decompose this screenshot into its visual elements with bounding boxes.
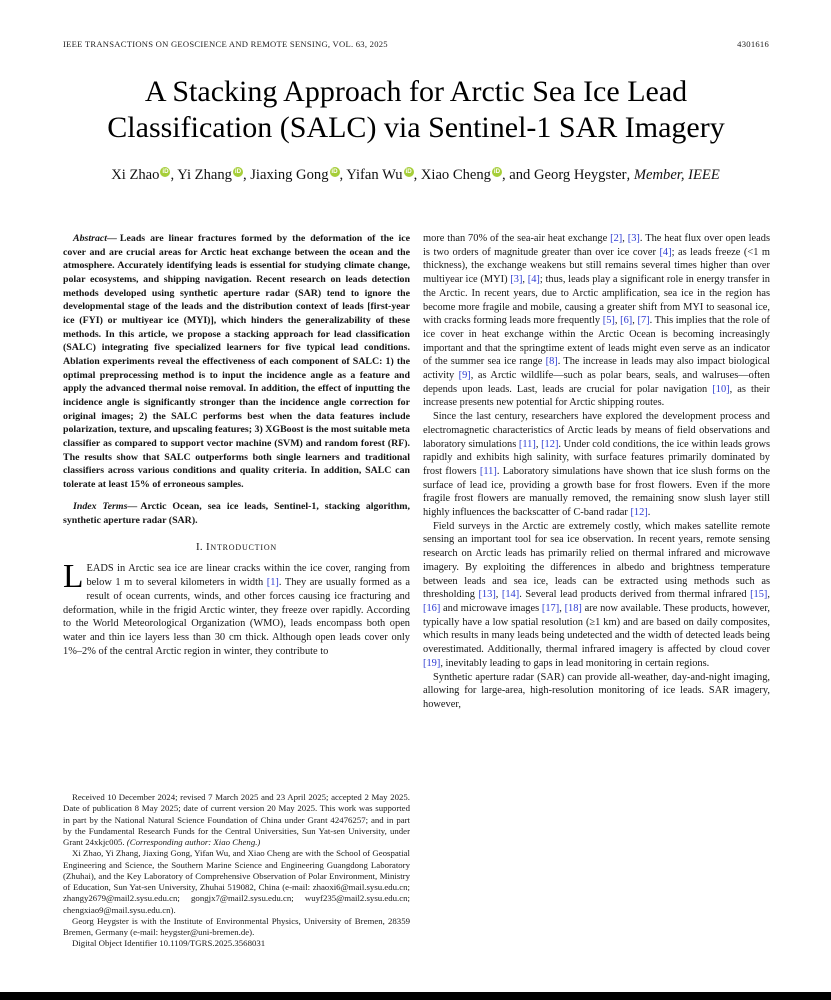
orcid-icon[interactable]: iD: [162, 168, 169, 175]
author-name: Xiao Cheng iD: [420, 167, 501, 183]
citation-link[interactable]: [1]: [266, 577, 279, 589]
abstract: Abstract— Leads are linear fractures formed by the deformation of the ice cover and are crucial areas for Arctic heat exchange between the ocean and the atmosphere. Accurately identifying leads is essential for studying climate change, polar ecosystems, and shipping navigation. Recent research on leads detection methods developed using synthetic aperture radar (SAR) tend to ignore the developmental stage of the leads and the distribution context of leads [first-year ice (FYI) or multiyear ice (MYI)], which hinders the generalizability of these methods. In this article, we propose a stacking approach for lead classification (SALC) integrating five specialized learners for five typical lead conditions. Ablation experiments reveal the effectiveness of each component of SALC: 1) the optimal preprocessing method is to input the incidence angle as a feature and apply the advanced thermal noise removal. In addition, the effect of inputting the incidence angle is significantly stronger than the incidence angle correction for original images; 2) the SALC performs best when the data features include polarization, texture, and upscaling features; 3) XGBoost is the most suitable meta classifier as compared to support vector machine (SVM) and random forest (RF). The results show that SALC outperforms both single learners and traditional classifiers across various conditions and quality criteria. In addition, SALC can tolerate at least 15% of erroneous samples.: [63, 233, 410, 490]
citation-link[interactable]: [15]: [750, 589, 768, 601]
citation-link[interactable]: [17]: [541, 602, 560, 614]
citation-link[interactable]: [11]: [518, 438, 536, 450]
footnote: Georg Heygster is with the Institute of Environmental Physics, University of Bremen, 28359 Bremen, Germany (e-mail: heygster@uni-bremen.de).: [63, 915, 410, 937]
body-paragraph: Synthetic aperture radar (SAR) can provide all-weather, day-and-night imaging, allowing for large-area, high-resolution monitoring of ice leads. SAR imagery, however,: [423, 671, 770, 710]
citation-link[interactable]: [6]: [620, 315, 633, 327]
paragraph-label: Index Terms—: [73, 501, 138, 513]
right-column: [423, 232, 770, 988]
section-heading: [63, 541, 410, 555]
left-column: [63, 232, 410, 788]
citation-link[interactable]: [2]: [610, 233, 623, 244]
citation-link[interactable]: [12]: [541, 438, 559, 450]
footnote: Digital Object Identifier 10.1109/TGRS.2025.3568031: [72, 938, 266, 949]
journal-title: IEEE TRANSACTIONS ON GEOSCIENCE AND REMOTE SENSING, VOL. 63, 2025: [63, 39, 388, 49]
author-name: Yifan Wu iD: [346, 167, 412, 183]
author-line: Xi Zhao iD , Yi Zhang iD , Jiaxing Gong iD , Yifan Wu iD , Xiao Cheng iD , and Georg Heygster, Member, IEEE: [111, 167, 720, 183]
orcid-icon[interactable]: iD: [493, 168, 501, 175]
paragraph-label: Abstract—: [73, 233, 117, 244]
citation-link[interactable]: [16]: [423, 602, 441, 614]
body-paragraph: Field surveys in the Arctic are extremely costly, which makes satellite remote sensing an important tool for sea ice observation. In recent years, remote sensing research on Arctic leads has primarily relied on thermal infrared and microwave imagery. By exploiting the differences in albedo and brightness temperature between leads and sea ice, leads can be extracted using methods such as thresholding [13], [14]. Several lead products derived from thermal infrared [15], [16] and microwave images [17], [18] are now available. These products, however, typically have a low spatial resolution (≥1 km) and are based on daily composites, which results in many leads being undetected and the width of detected leads being overestimated. Additionally, thermal infrared imagery is affected by cloud cover [19], inevitably leading to gaps in lead monitoring in certain regions.: [423, 520, 770, 669]
citation-link[interactable]: [12]: [630, 507, 648, 519]
article-number: 4301616: [737, 39, 769, 49]
citation-link[interactable]: [7]: [637, 315, 650, 327]
author-name: Xi Zhao iD: [111, 167, 169, 183]
paper-title: A Stacking Approach for Arctic Sea Ice Lead Classification (SALC) via Sentinel-1 SAR Imagery: [107, 75, 725, 144]
citation-link[interactable]: [8]: [545, 356, 558, 368]
orcid-icon[interactable]: iD: [234, 168, 242, 175]
footnote: Xi Zhao, Yi Zhang, Jiaxing Gong, Yifan Wu, and Xiao Cheng are with the School of Geospatial Engineering and Science, the Southern Marine Science and Engineering Guangdong Laboratory (Zhuhai), and the Key Laboratory of Comprehensive Observation of Polar Environment, Ministry of Education, Sun Yat-sen University, Zhuhai 519082, China (e-mail: zhaoxi6@mail.sysu.edu.cn; zhangy2679@mail2.sysu.edu.cn; gongjx7@mail2.sysu.edu.cn; wuyf235@mail2.sysu.edu.cn; chengxiao9@mail.sysu.edu.cn).: [63, 848, 410, 915]
citation-link[interactable]: [19]: [423, 657, 441, 669]
author-membership: , Member, IEEE: [626, 167, 720, 183]
citation-link[interactable]: [3]: [627, 233, 640, 244]
body-paragraph: more than 70% of the sea-air heat exchange [2], [3]. The heat flux over open leads is two orders of magnitude greater than over ice cover [4]; as leads freeze (<1 m thickness), the exchange weakens but still remains several times higher than over multiyear ice (MYI) [3], [4]; thus, leads play a significant role in energy transfer in the Arctic. In recent years, due to Arctic amplification, sea ice in the region has become more fragile and mobile, causing a greater shift from MYI to seasonal ice, with cracks forming leads more frequently [5], [6], [7]. This implies that the role of ice cover in heat exchange within the Arctic Ocean is becoming increasingly important and that the springtime extent of leads might even serve as an indicator of the summer sea ice range [8]. The increase in leads may also impact biological activity [9], as Arctic wildlife—such as polar bears, seals, and walruses—often depends upon leads. Last, leads are crucial for polar navigation [10], as their increase presents new potential for Arctic shipping routes.: [423, 233, 770, 409]
citation-link[interactable]: [5]: [602, 315, 615, 327]
drop-cap: L: [63, 558, 84, 596]
intro-paragraph: LEADS in Arctic sea ice are linear cracks within the ice cover, ranging from below 1 m to several kilometers in width [1]. They are usually formed as a result of ocean currents, winds, and other forces causing ice fracturing and deformation, while in the frigid Arctic winter, they freeze over rapidly. According to the World Meteorological Organization (WMO), leads encompass both open water and thin ice layers less than 30 cm thick. Although open leads cover only 1%–2% of the central Arctic region in winter, they contribute to: [63, 558, 410, 657]
orcid-icon[interactable]: iD: [331, 168, 338, 175]
citation-link[interactable]: [4]: [659, 246, 672, 258]
citation-link[interactable]: [9]: [458, 370, 471, 382]
citation-link[interactable]: [14]: [501, 589, 520, 601]
author-name: Jiaxing Gong iD: [250, 167, 338, 183]
author-name: and Georg Heygster, Member, IEEE: [509, 167, 720, 183]
index-terms: Index Terms— Arctic Ocean, sea ice leads, Sentinel-1, stacking algorithm, synthetic aperture radar (SAR).: [63, 501, 410, 527]
citation-link[interactable]: [13]: [478, 589, 496, 601]
section-number: I.: [196, 540, 203, 553]
citation-link[interactable]: [3]: [510, 274, 523, 286]
page-bottom-edge: [0, 992, 831, 1000]
section-title: Introduction: [205, 540, 277, 553]
introduction-text: [63, 558, 410, 658]
orcid-icon[interactable]: iD: [405, 168, 412, 175]
footnote: Received 10 December 2024; revised 7 March 2025 and 23 April 2025; accepted 2 May 2025. Date of publication 8 May 2025; date of current version 20 May 2025. This work was supported in part by the National Natural Science Foundation of China under Grant 42476257; and in part by the Fundamental Research Funds for the Central Universities, Sun Yat-sen University, under Grant 24xkjc005. (Corresponding author: Xiao Cheng.): [63, 792, 410, 847]
citation-link[interactable]: [18]: [564, 602, 582, 614]
author-name: Yi Zhang iD: [177, 167, 242, 183]
citation-link[interactable]: [11]: [479, 465, 497, 477]
citation-link[interactable]: [10]: [712, 383, 730, 395]
citation-link[interactable]: [4]: [527, 274, 540, 286]
running-head: [63, 39, 769, 49]
body-paragraph: Since the last century, researchers have explored the development process and electromagnetic characteristics of Arctic leads by means of field observations and laboratory simulations [11], [12]. Under cold conditions, the ice within leads grows rapidly and exhibits high salinity, with surface features primarily dominated by frost flowers [11]. Laboratory simulations have shown that ice slush forms on the surface of lead ice, providing a growth base for frost flowers. Even if the more fragile frost flowers are manually removed, the remaining snow slush layer still highly influences the backscatter of C-band radar [12].: [423, 411, 770, 519]
first-page-footnotes: [63, 792, 410, 950]
